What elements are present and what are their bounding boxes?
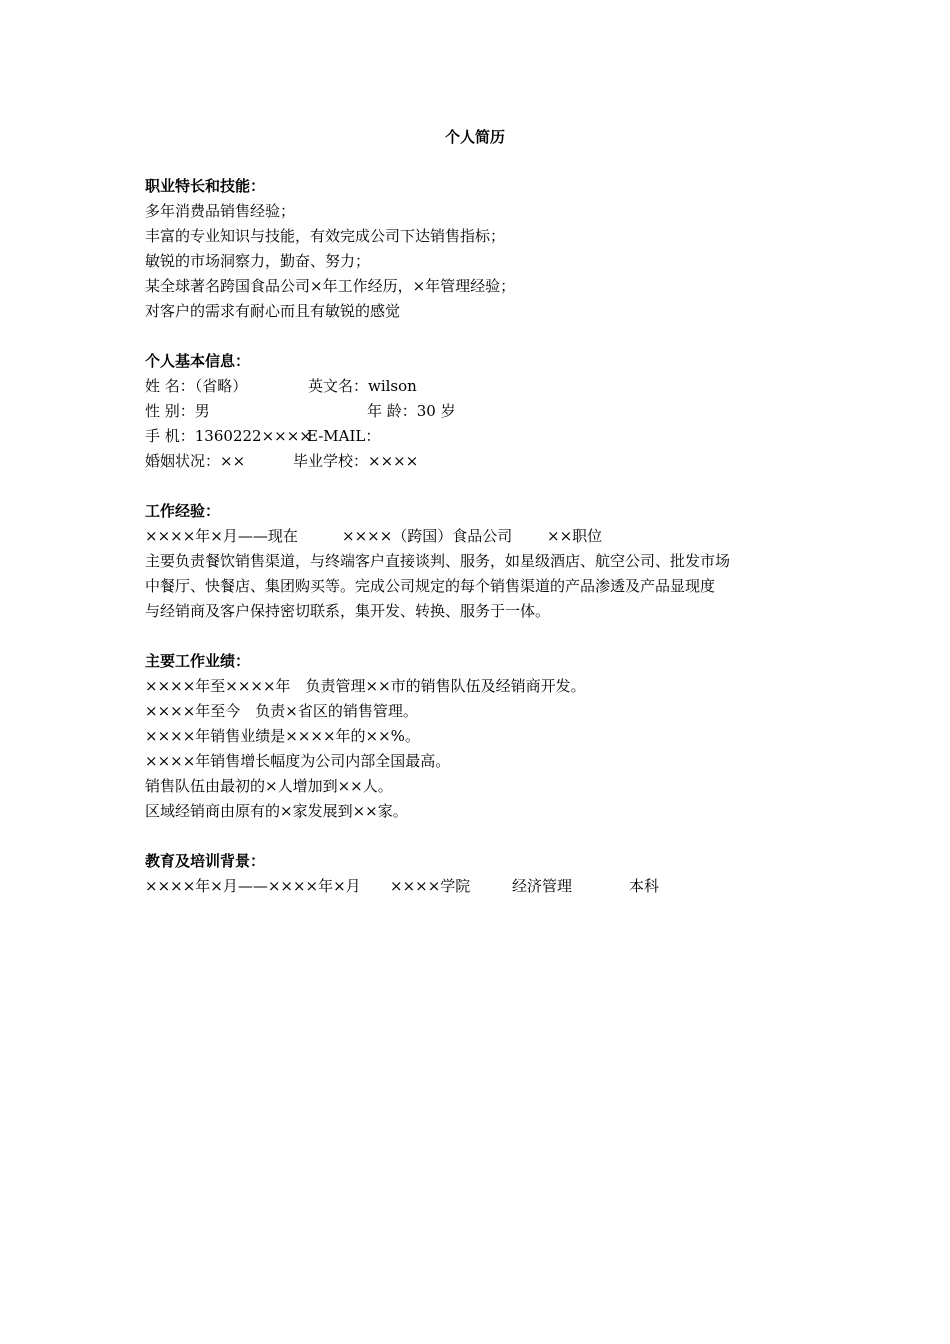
education-degree: 本科 — [629, 877, 660, 895]
work-experience-section — [145, 499, 845, 624]
skill-item: 多年消费品销售经验； — [145, 202, 296, 220]
school-field: 毕业学校：×××× — [293, 452, 419, 470]
work-experience-heading: 工作经验： — [145, 502, 221, 520]
skill-item: 对客户的需求有耐心而且有敏锐的感觉 — [145, 302, 401, 320]
education-section — [145, 849, 845, 899]
info-row-marital — [145, 449, 845, 474]
gender-field: 性 别：男 — [145, 402, 210, 420]
name-field: 姓 名：（省略） — [145, 377, 248, 395]
info-row-name — [145, 374, 845, 399]
work-company: ××××（跨国）食品公司 — [342, 527, 513, 545]
skills-section — [145, 174, 845, 324]
skill-item: 丰富的专业知识与技能，有效完成公司下达销售指标； — [145, 227, 506, 245]
education-heading: 教育及培训背景： — [145, 852, 266, 870]
skill-item: 某全球著名跨国食品公司×年工作经历，×年管理经验； — [145, 277, 516, 295]
age-field: 年 龄：30 岁 — [367, 402, 456, 420]
education-entry — [145, 874, 845, 899]
education-major: 经济管理 — [512, 877, 573, 895]
resume-content — [145, 174, 845, 924]
achievements-heading: 主要工作业绩： — [145, 652, 251, 670]
achievement-item: ××××年至今 负责×省区的销售管理。 — [145, 702, 418, 720]
skills-heading: 职业特长和技能： — [145, 177, 266, 195]
mobile-field: 手 机：1360222×××× — [145, 427, 312, 445]
info-row-gender — [145, 399, 845, 424]
english-name-field: 英文名：wilson — [308, 377, 417, 395]
work-position: ××职位 — [547, 527, 603, 545]
work-description-line: 中餐厅、快餐店、集团购买等。完成公司规定的每个销售渠道的产品渗透及产品显现度 — [145, 577, 716, 595]
achievements-section — [145, 649, 845, 824]
education-period: ××××年×月——××××年×月 — [145, 877, 361, 895]
work-description-line: 与经销商及客户保持密切联系，集开发、转换、服务于一体。 — [145, 602, 551, 620]
achievement-item: ××××年销售业绩是××××年的××%。 — [145, 727, 420, 745]
email-field: E-MAIL： — [307, 427, 381, 445]
achievement-item: ××××年至××××年 负责管理××市的销售队伍及经销商开发。 — [145, 677, 586, 695]
work-period: ××××年×月——现在 — [145, 527, 298, 545]
basic-info-heading: 个人基本信息： — [145, 352, 251, 370]
info-row-contact — [145, 424, 845, 449]
education-school: ××××学院 — [390, 877, 471, 895]
achievement-item: 销售队伍由最初的×人增加到××人。 — [145, 777, 393, 795]
work-experience-entry — [145, 524, 845, 549]
work-description-line: 主要负责餐饮销售渠道，与终端客户直接谈判、服务，如星级酒店、航空公司、批发市场 — [145, 552, 731, 570]
basic-info-section — [145, 349, 845, 474]
achievement-item: 区域经销商由原有的×家发展到××家。 — [145, 802, 408, 820]
skill-item: 敏锐的市场洞察力，勤奋、努力； — [145, 252, 371, 270]
page-title: 个人简历 — [444, 128, 505, 146]
achievement-item: ××××年销售增长幅度为公司内部全国最高。 — [145, 752, 451, 770]
marital-field: 婚姻状况：×× — [145, 452, 246, 470]
